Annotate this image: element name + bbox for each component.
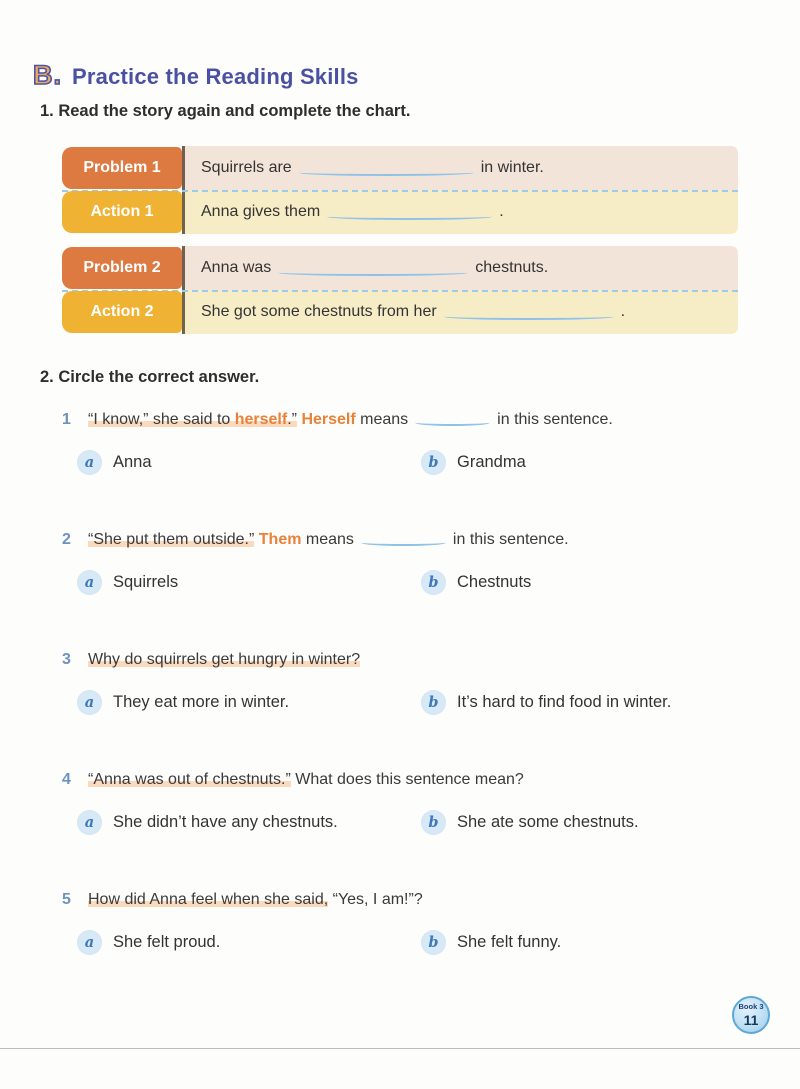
question-number: 1 [62, 411, 71, 428]
book-label: Book 3 [738, 1002, 764, 1012]
sentence-pre: Anna gives them [201, 203, 321, 220]
question-5 [62, 888, 742, 955]
sentence-post: . [620, 303, 626, 320]
question-number: 5 [62, 891, 71, 908]
question-number: 4 [62, 771, 71, 788]
option-a-text: Squirrels [113, 573, 179, 591]
text-segment: “She put them outside.” [88, 531, 255, 548]
question-number: 2 [62, 531, 71, 548]
question-4-text [62, 768, 742, 792]
option-b-circle: b [422, 811, 445, 834]
option-a-circle: a [78, 451, 101, 474]
option-b-circle: b [422, 931, 445, 954]
action-1-badge: Action 1 [62, 191, 182, 233]
answer-blank [444, 306, 614, 320]
text-segment: means [305, 531, 354, 548]
option-a-text: She felt proud. [113, 933, 221, 951]
problem-1-badge: Problem 1 [62, 147, 182, 189]
option-b [422, 451, 526, 474]
option-b [422, 931, 561, 954]
text-segment: “Yes, I am!”? [332, 891, 423, 908]
question-number: 3 [62, 651, 71, 668]
option-b-text: Chestnuts [457, 573, 532, 591]
option-a-text: She didn’t have any chestnuts. [113, 813, 338, 831]
text-segment: in this sentence. [452, 531, 569, 548]
answer-blank [278, 262, 468, 276]
sentence-pre: She got some chestnuts from her [201, 303, 437, 320]
chart-group-2 [62, 246, 738, 334]
chart-row-action-1 [62, 190, 738, 234]
action-2-badge: Action 2 [62, 291, 182, 333]
page-number-badge [732, 996, 770, 1034]
question-2-text [62, 528, 742, 552]
option-a [78, 811, 338, 834]
question-sentence [88, 408, 613, 432]
option-a-circle: a [78, 931, 101, 954]
text-segment: What does this sentence mean? [295, 771, 524, 788]
option-a [78, 451, 152, 474]
chart-row-problem-1 [62, 146, 738, 190]
orange-word: Herself [301, 411, 356, 428]
text-segment: How did Anna feel when she said, [88, 891, 329, 908]
sentence-post: in winter. [480, 159, 544, 176]
sentence-post: . [499, 203, 504, 220]
chart-row-problem-2 [62, 246, 738, 290]
option-b [422, 691, 671, 714]
question-3-text [62, 648, 742, 672]
option-a [78, 571, 178, 594]
question-sentence [88, 648, 360, 672]
option-b-circle: b [422, 571, 445, 594]
text-segment: .” [287, 411, 297, 428]
text-segment: in this sentence. [497, 411, 613, 428]
option-a [78, 691, 289, 714]
option-b [422, 571, 531, 594]
question-4-options [62, 811, 742, 835]
sentence-pre: Squirrels are [201, 159, 292, 176]
option-b-text: She ate some chestnuts. [457, 813, 639, 831]
answer-blank [299, 162, 474, 176]
option-b-text: She felt funny. [457, 933, 562, 951]
problem-1-sentence [182, 146, 738, 190]
orange-word: herself [234, 411, 288, 428]
option-a-text: Anna [113, 453, 152, 471]
option-a-circle: a [78, 571, 101, 594]
text-segment: Why do squirrels get hungry in winter? [88, 651, 361, 668]
problem-2-sentence [182, 246, 738, 290]
answer-blank [415, 412, 490, 426]
option-b-circle: b [422, 691, 445, 714]
chart-row-action-2 [62, 290, 738, 334]
question-3-options [62, 691, 742, 715]
answer-blank [327, 206, 492, 220]
option-a-circle: a [78, 811, 101, 834]
exercise-1-heading: 1. Read the story again and complete the chart. [40, 102, 411, 120]
problem-action-chart [62, 146, 738, 346]
exercise-2-heading: 2. Circle the correct answer. [40, 368, 260, 386]
text-segment: “Anna was out of chestnuts.” [88, 771, 291, 788]
section-title: Practice the Reading Skills [72, 64, 359, 89]
sentence-pre: Anna was [201, 259, 272, 276]
question-1 [62, 408, 742, 475]
action-1-sentence [182, 190, 738, 234]
question-1-text [62, 408, 742, 432]
problem-2-badge: Problem 2 [62, 247, 182, 289]
question-5-options [62, 931, 742, 955]
question-5-text [62, 888, 742, 912]
question-3 [62, 648, 742, 715]
answer-blank [361, 532, 446, 546]
text-segment: “I know,” she said to [88, 411, 235, 428]
text-segment: means [360, 411, 409, 428]
option-b [422, 811, 639, 834]
option-a-text: They eat more in winter. [113, 693, 290, 711]
question-2-options [62, 571, 742, 595]
option-b-text: Grandma [457, 453, 526, 471]
section-letter-badge: B. [33, 60, 62, 90]
option-b-text: It’s hard to find food in winter. [457, 693, 672, 711]
question-sentence [88, 528, 569, 552]
question-sentence [88, 888, 423, 912]
question-2 [62, 528, 742, 595]
question-sentence [88, 768, 524, 792]
option-a-circle: a [78, 691, 101, 714]
option-a [78, 931, 220, 954]
option-b-circle: b [422, 451, 445, 474]
section-header [33, 60, 359, 91]
orange-word: Them [258, 531, 302, 548]
sentence-post: chestnuts. [475, 259, 549, 276]
question-4 [62, 768, 742, 835]
action-2-sentence [182, 290, 738, 334]
page-bottom-edge [0, 1048, 800, 1049]
question-1-options [62, 451, 742, 475]
page-number: 11 [743, 1011, 759, 1028]
chart-group-1 [62, 146, 738, 234]
